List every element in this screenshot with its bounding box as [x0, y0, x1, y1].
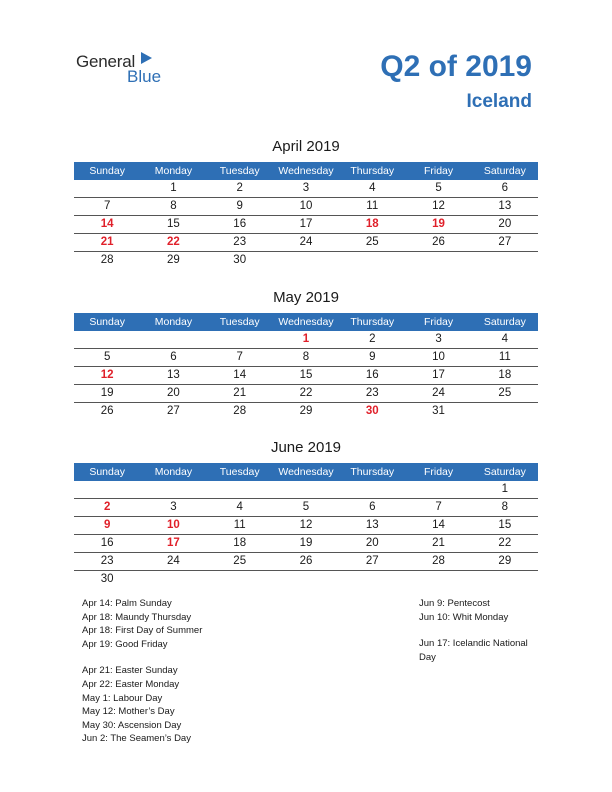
- day-cell: 5: [435, 182, 442, 194]
- empty-day-cell: [273, 252, 339, 269]
- day-cell: 24: [432, 387, 445, 399]
- page-title: Q2 of 2019: [380, 50, 532, 83]
- day-cell: 19: [100, 387, 114, 399]
- week-row: [74, 180, 538, 198]
- weekday-label: Tuesday: [219, 466, 260, 478]
- holiday-note: Jun 2: The Seamen’s Day: [82, 733, 191, 745]
- month-title: June 2019: [270, 439, 342, 456]
- holiday-note: Jun 17: Icelandic National: [419, 638, 528, 650]
- day-cell: 9: [103, 519, 111, 531]
- empty-day-cell: [74, 481, 140, 498]
- empty-day-cell: [74, 180, 140, 197]
- empty-day-cell: [74, 331, 140, 348]
- week-row: [74, 517, 538, 535]
- week-row: [74, 252, 538, 269]
- day-cell: 4: [369, 182, 376, 194]
- day-cell: 10: [299, 200, 313, 212]
- day-cell: 9: [369, 351, 376, 363]
- holiday-note: May 30: Ascension Day: [82, 719, 182, 731]
- week-row: [74, 403, 538, 420]
- day-cell: 24: [167, 555, 180, 567]
- day-cell: 5: [302, 501, 310, 513]
- day-cell: 28: [432, 555, 445, 567]
- weekday-label: Thursday: [350, 316, 395, 328]
- holiday-note: Apr 19: Good Friday: [82, 638, 168, 650]
- day-cell: 3: [435, 333, 442, 345]
- weekday-label: Friday: [423, 316, 454, 328]
- day-cell: 27: [167, 405, 180, 417]
- day-cell: 27: [498, 236, 512, 248]
- week-row: [74, 499, 538, 517]
- empty-day-cell: [273, 571, 339, 588]
- day-cell: 2: [369, 333, 376, 345]
- day-cell: 7: [236, 351, 243, 363]
- week-row: [74, 367, 538, 385]
- empty-day-cell: [140, 331, 206, 348]
- day-cell: 28: [233, 405, 247, 417]
- day-cell: 3: [170, 501, 177, 513]
- country-name: Iceland: [466, 91, 532, 112]
- day-cell: 12: [299, 519, 313, 531]
- week-row: [74, 216, 538, 234]
- weekday-header-row: [74, 313, 538, 331]
- day-cell: 17: [167, 537, 180, 549]
- day-cell: 22: [167, 236, 180, 248]
- empty-day-cell: [339, 481, 405, 498]
- day-cell: 25: [365, 236, 379, 248]
- day-cell: 3: [302, 182, 310, 194]
- weekday-label: Thursday: [350, 165, 395, 177]
- day-cell: 31: [432, 405, 445, 417]
- day-cell: 19: [432, 218, 445, 230]
- empty-day-cell: [207, 571, 273, 588]
- day-cell: 22: [299, 387, 313, 399]
- holiday-note: Apr 21: Easter Sunday: [82, 665, 178, 677]
- month-calendar: [74, 138, 538, 269]
- month-title: April 2019: [272, 138, 340, 155]
- day-cell: 15: [167, 218, 180, 230]
- day-cell: 26: [299, 555, 313, 567]
- day-cell: 30: [100, 573, 114, 585]
- day-cell: 10: [432, 351, 445, 363]
- weekday-label: Tuesday: [219, 316, 260, 328]
- weekday-header-row: [74, 162, 538, 180]
- day-cell: 30: [233, 254, 247, 266]
- day-cell: 22: [498, 537, 512, 549]
- week-row: [74, 331, 538, 349]
- day-cell: 15: [498, 519, 512, 531]
- day-cell: 29: [167, 254, 180, 266]
- day-cell: 12: [432, 200, 445, 212]
- empty-day-cell: [405, 252, 471, 269]
- day-cell: 6: [501, 182, 509, 194]
- day-cell: 11: [233, 519, 246, 531]
- day-cell: 11: [366, 200, 379, 212]
- day-cell: 9: [236, 200, 243, 212]
- day-cell: 13: [167, 369, 180, 381]
- empty-day-cell: [339, 252, 405, 269]
- day-cell: 14: [233, 369, 247, 381]
- weekday-header-row: [74, 463, 538, 481]
- day-cell: 23: [365, 387, 379, 399]
- weekday-label: Monday: [154, 466, 193, 478]
- day-cell: 13: [498, 200, 512, 212]
- day-cell: 2: [236, 182, 243, 194]
- weekday-label: Friday: [423, 466, 454, 478]
- day-cell: 21: [432, 537, 445, 549]
- holiday-note: Apr 18: First Day of Summer: [82, 625, 203, 637]
- weekday-label: Wednesday: [278, 466, 334, 478]
- day-cell: 29: [498, 555, 512, 567]
- day-cell: 6: [170, 351, 177, 363]
- day-cell: 20: [365, 537, 379, 549]
- day-cell: 7: [435, 501, 442, 513]
- empty-day-cell: [207, 481, 273, 498]
- day-cell: 26: [100, 405, 114, 417]
- week-row: [74, 234, 538, 252]
- month-calendar: [74, 289, 538, 420]
- holiday-note: Day: [419, 651, 436, 663]
- weekday-label: Saturday: [483, 466, 526, 478]
- day-cell: 25: [233, 555, 247, 567]
- empty-day-cell: [207, 331, 273, 348]
- weekday-label: Wednesday: [278, 316, 334, 328]
- week-row: [74, 481, 538, 499]
- day-cell: 1: [501, 483, 509, 495]
- week-row: [74, 198, 538, 216]
- day-cell: 15: [299, 369, 313, 381]
- day-cell: 1: [302, 333, 310, 345]
- day-cell: 28: [100, 254, 114, 266]
- empty-day-cell: [472, 252, 538, 269]
- weekday-label: Sunday: [89, 165, 125, 177]
- day-cell: 21: [233, 387, 247, 399]
- logo-text-blue: Blue: [127, 67, 162, 86]
- weekday-label: Monday: [154, 165, 193, 177]
- empty-day-cell: [273, 481, 339, 498]
- note-spacer: [82, 651, 202, 664]
- holiday-note: May 1: Labour Day: [82, 692, 163, 704]
- month-calendar: [74, 439, 538, 588]
- week-row: [74, 349, 538, 367]
- day-cell: 4: [236, 501, 243, 513]
- day-cell: 8: [501, 501, 509, 513]
- weekday-label: Saturday: [483, 316, 526, 328]
- weekday-label: Sunday: [89, 316, 125, 328]
- holiday-note: Apr 18: Maundy Thursday: [82, 611, 192, 623]
- holiday-note: Jun 9: Pentecost: [419, 598, 490, 609]
- day-cell: 8: [170, 200, 177, 212]
- day-cell: 7: [103, 200, 111, 212]
- day-cell: 27: [365, 555, 379, 567]
- weekday-label: Thursday: [350, 466, 395, 478]
- month-title: May 2019: [273, 289, 339, 306]
- weekday-label: Wednesday: [278, 165, 334, 177]
- day-cell: 18: [498, 369, 512, 381]
- day-cell: 11: [498, 351, 511, 363]
- holiday-note: Jun 10: Whit Monday: [419, 611, 509, 623]
- day-cell: 30: [365, 405, 379, 417]
- logo-flag-icon: [141, 52, 152, 64]
- day-cell: 18: [233, 537, 247, 549]
- brand-logo: [76, 52, 176, 92]
- day-cell: 6: [369, 501, 376, 513]
- empty-day-cell: [140, 571, 206, 588]
- empty-day-cell: [339, 571, 405, 588]
- day-cell: 16: [100, 537, 114, 549]
- weekday-label: Tuesday: [219, 165, 260, 177]
- day-cell: 24: [299, 236, 313, 248]
- day-cell: 14: [100, 218, 114, 230]
- day-cell: 16: [365, 369, 379, 381]
- day-cell: 14: [432, 519, 445, 531]
- day-cell: 29: [299, 405, 313, 417]
- day-cell: 4: [501, 333, 509, 345]
- note-spacer: [419, 624, 528, 637]
- day-cell: 23: [100, 555, 114, 567]
- day-cell: 2: [103, 501, 111, 513]
- weekday-label: Monday: [154, 316, 193, 328]
- weekday-label: Friday: [423, 165, 454, 177]
- day-cell: 20: [167, 387, 180, 399]
- day-cell: 26: [432, 236, 445, 248]
- weekday-label: Saturday: [483, 165, 526, 177]
- week-row: [74, 385, 538, 403]
- holiday-note: Apr 14: Palm Sunday: [82, 598, 172, 609]
- empty-day-cell: [140, 481, 206, 498]
- empty-day-cell: [405, 571, 471, 588]
- day-cell: 8: [302, 351, 310, 363]
- holiday-list-right: [419, 597, 528, 664]
- day-cell: 16: [233, 218, 247, 230]
- holiday-list-left: [82, 597, 202, 746]
- empty-day-cell: [472, 571, 538, 588]
- holiday-note: May 12: Mother’s Day: [82, 706, 175, 718]
- day-cell: 12: [100, 369, 114, 381]
- day-cell: 1: [170, 182, 177, 194]
- day-cell: 25: [498, 387, 512, 399]
- day-cell: 17: [299, 218, 313, 230]
- day-cell: 13: [365, 519, 379, 531]
- day-cell: 17: [432, 369, 445, 381]
- day-cell: 23: [233, 236, 247, 248]
- day-cell: 19: [299, 537, 313, 549]
- day-cell: 18: [365, 218, 379, 230]
- empty-day-cell: [405, 481, 471, 498]
- empty-day-cell: [472, 403, 538, 420]
- week-row: [74, 571, 538, 588]
- day-cell: 10: [167, 519, 180, 531]
- week-row: [74, 553, 538, 571]
- week-row: [74, 535, 538, 553]
- day-cell: 5: [103, 351, 111, 363]
- holiday-note: Apr 22: Easter Monday: [82, 678, 180, 690]
- weekday-label: Sunday: [89, 466, 125, 478]
- day-cell: 20: [498, 218, 512, 230]
- day-cell: 21: [100, 236, 114, 248]
- logo-text-general: General: [76, 52, 136, 71]
